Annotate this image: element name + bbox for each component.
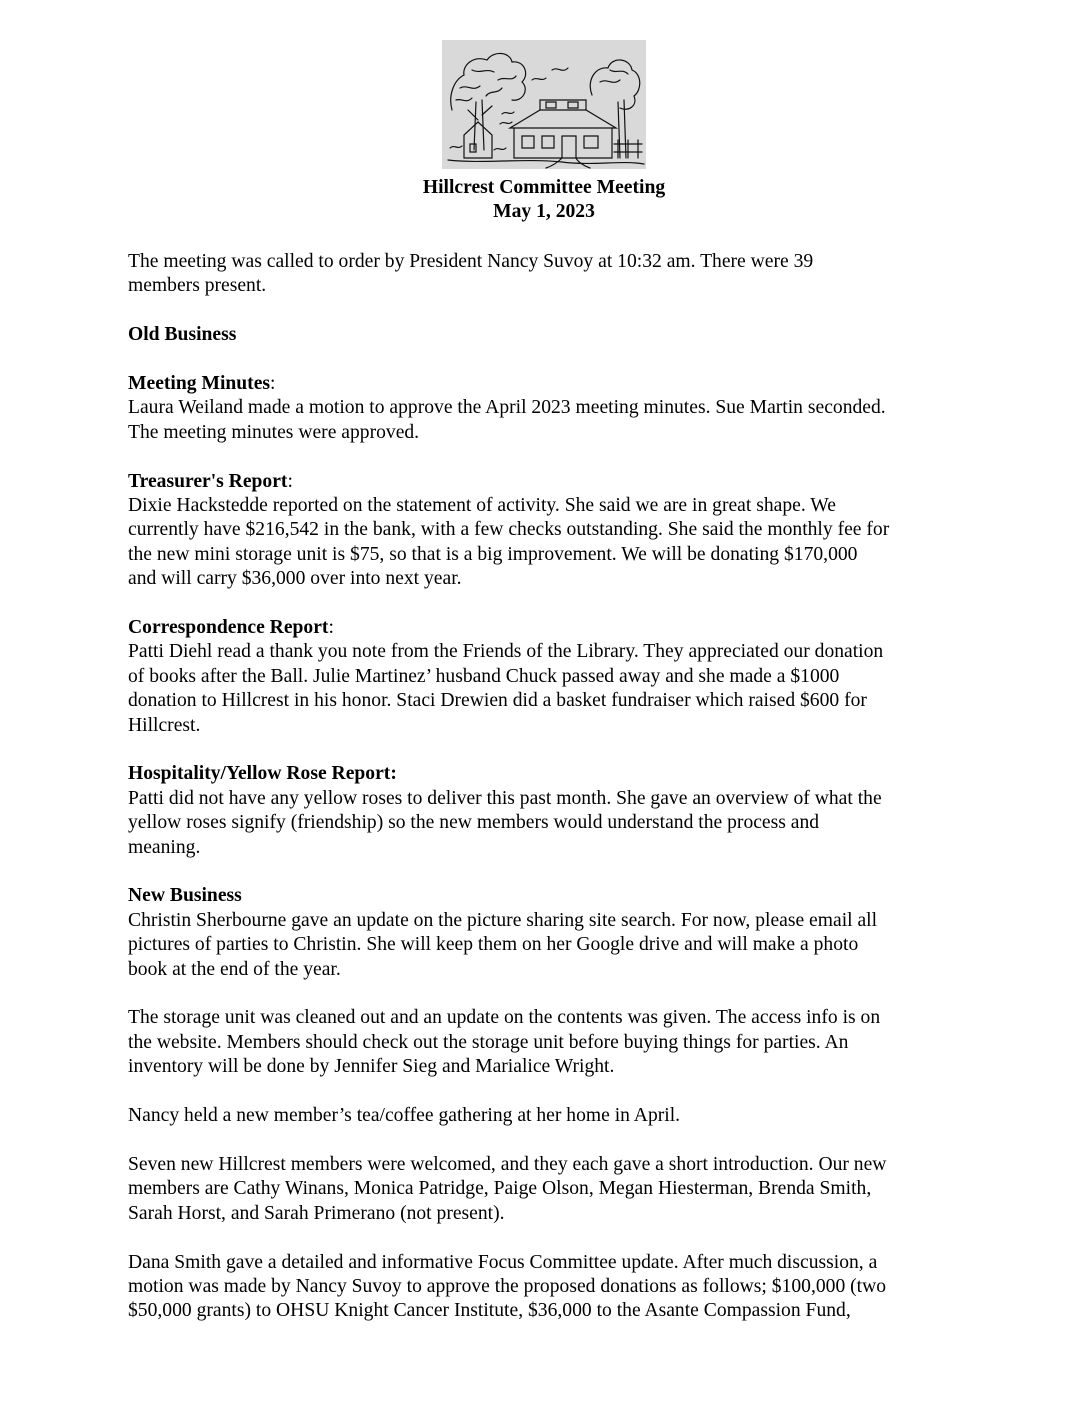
correspondence-text: Patti Diehl read a thank you note from the Friends of the Library. They appreciated our donation of books after the Ball. Julie Martinez’ husband Chuck passed away and she made a $1000 donation to Hillcrest in his honor. Staci Drewien did a basket fundraiser which raised $600 for Hillcrest. [128, 641, 884, 736]
treasurer-colon: : [287, 470, 293, 492]
new-members-paragraph: Seven new Hillcrest members were welcomed, and they each gave a short introduction. Our new members are Cathy Winans, Monica Patridge, Paige Olson, Megan Hiesterman, Brenda Smith, Sarah Horst, and Sarah Primerano (not present). [128, 1153, 887, 1224]
correspondence-colon: : [328, 617, 334, 639]
correspondence-heading-line [128, 616, 968, 640]
house-sketch-logo [442, 40, 646, 169]
meeting-minutes-colon: : [270, 373, 276, 394]
minutes-body [128, 250, 968, 1324]
meeting-title: Hillcrest Committee Meeting [422, 177, 666, 198]
storage-paragraph: The storage unit was cleaned out and an update on the contents was given. The access info is on the website. Members should check out the storage unit before buying things for parties. An inventory will be done by Jennifer Sieg and Marialice Wright. [128, 1007, 881, 1078]
meeting-minutes-heading-line [128, 372, 968, 396]
meeting-title-block [0, 176, 1088, 225]
house-with-trees-sketch-icon [442, 40, 646, 169]
new-business-heading: New Business [128, 885, 242, 907]
meeting-minutes-text: Laura Weiland made a motion to approve the April 2023 meeting minutes. Sue Martin seconded. The meeting minutes were approved. [128, 397, 886, 443]
hospitality-text: Patti did not have any yellow roses to deliver this past month. She gave an overview of what the yellow roses signify (friendship) so the new members would understand the process and meaning. [128, 787, 882, 858]
treasurer-text: Dixie Hackstedde reported on the statement of activity. She said we are in great shape. We currently have $216,542 in the bank, with a few checks outstanding. She said the monthly fee for the new mini storage unit is $75, so that is a big improvement. We will be donating $170,000 and will carry $36,000 over into next year. [128, 495, 890, 590]
intro-paragraph: The meeting was called to order by President Nancy Suvoy at 10:32 am. There were 39 members present. [128, 251, 814, 297]
treasurer-heading-line [128, 470, 968, 494]
tea-paragraph: Nancy held a new member’s tea/coffee gathering at her home in April. [128, 1105, 681, 1127]
old-business-heading: Old Business [128, 324, 237, 346]
new-business-text: Christin Sherbourne gave an update on the picture sharing site search. For now, please email all pictures of parties to Christin. She will keep them on her Google drive and will make a photo book at the end of the year. [128, 909, 878, 980]
treasurer-heading: Treasurer's Report [128, 470, 288, 492]
correspondence-heading: Correspondence Report [128, 617, 329, 639]
meeting-minutes-heading: Meeting Minutes [128, 373, 271, 394]
hospitality-heading: Hospitality/Yellow Rose Report: [128, 763, 397, 785]
focus-committee-paragraph: Dana Smith gave a detailed and informative Focus Committee update. After much discussion, a motion was made by Nancy Suvoy to approve the proposed donations as follows; $100,000 (two $50,000 grants) to OHSU Knight Cancer Institute, $36,000 to the Asante Compassion Fund, [128, 1251, 887, 1322]
meeting-date: May 1, 2023 [493, 201, 595, 223]
